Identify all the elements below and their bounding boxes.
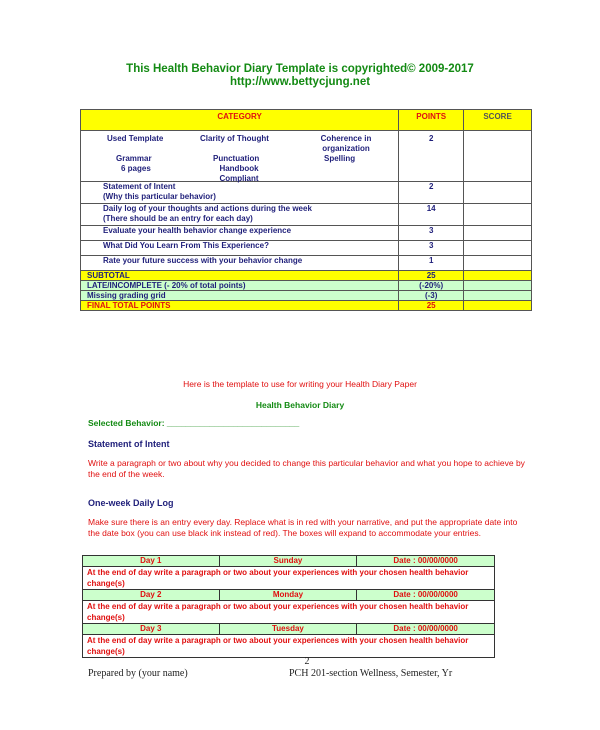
rubric-score-cell[interactable] xyxy=(464,131,532,182)
rubric-row xyxy=(81,204,399,226)
log-entry[interactable]: At the end of day write a paragraph or two about your experiences with your chosen health behavior change(s) xyxy=(83,635,495,658)
rubric-points: 3 xyxy=(399,241,464,256)
rubric-item: Coherence in organization xyxy=(320,134,372,153)
log-date[interactable]: Date : 00/00/0000 xyxy=(357,556,495,567)
rubric-item: Punctuation xyxy=(213,154,260,163)
rubric-row-label: Daily log of your thoughts and actions during the week xyxy=(103,204,312,213)
rubric-points: 2 xyxy=(399,182,464,204)
rubric-points: 1 xyxy=(399,256,464,271)
document-title: This Health Behavior Diary Template is copyrighted© 2009-2017 xyxy=(126,63,474,75)
rubric-row-label: Evaluate your health behavior change experience xyxy=(81,226,399,241)
late-points: (-20%) xyxy=(399,281,464,291)
log-heading: One-week Daily Log xyxy=(88,498,174,508)
course-info: PCH 201-section Wellness, Semester, Yr xyxy=(289,668,453,679)
rubric-item: Grammar xyxy=(116,154,152,163)
rubric-item: Clarity of Thought xyxy=(200,134,269,143)
rubric-score-cell[interactable] xyxy=(464,241,532,256)
log-instructions: Make sure there is an entry every day. Replace what is in red with your narrative, and put the appropriate date into the date box (you can use black ink instead of red). The boxes will expand to accommodate your entries. xyxy=(88,517,518,538)
log-day: Day 2 xyxy=(83,590,220,601)
page-number: 2 xyxy=(304,656,310,667)
log-weekday: Monday xyxy=(219,590,357,601)
grading-rubric-table xyxy=(80,109,532,311)
statement-heading: Statement of Intent xyxy=(88,439,170,449)
selected-behavior-field[interactable]: Selected Behavior: ____________________________ xyxy=(88,418,300,428)
rubric-item: Used Template xyxy=(107,134,164,143)
diary-title: Health Behavior Diary xyxy=(255,400,345,410)
missing-label: Missing grading grid xyxy=(81,291,399,301)
subtotal-score[interactable] xyxy=(464,271,532,281)
log-date[interactable]: Date : 00/00/0000 xyxy=(357,590,495,601)
rubric-item: Spelling xyxy=(324,154,356,163)
document-url[interactable]: http://www.bettycjung.net xyxy=(229,76,371,88)
rubric-block-general xyxy=(81,131,399,182)
log-entry[interactable]: At the end of day write a paragraph or two about your experiences with your chosen health behavior change(s) xyxy=(83,567,495,590)
rubric-score-cell[interactable] xyxy=(464,256,532,271)
rubric-row-sub: (Why this particular behavior) xyxy=(103,192,216,201)
rubric-item: Handbook Compliant xyxy=(219,164,259,183)
missing-score[interactable] xyxy=(464,291,532,301)
late-label: LATE/INCOMPLETE (- 20% of total points) xyxy=(81,281,399,291)
rubric-score-cell[interactable] xyxy=(464,226,532,241)
prepared-by: Prepared by (your name) xyxy=(88,668,188,679)
daily-log-table xyxy=(82,555,495,658)
log-day: Day 1 xyxy=(83,556,220,567)
final-total-score[interactable] xyxy=(464,301,532,311)
rubric-row-label: Statement of Intent xyxy=(103,182,176,191)
late-score[interactable] xyxy=(464,281,532,291)
rubric-item: 6 pages xyxy=(121,164,151,173)
missing-points: (-3) xyxy=(399,291,464,301)
points-header: POINTS xyxy=(399,110,464,131)
final-total-label: FINAL TOTAL POINTS xyxy=(81,301,399,311)
log-date[interactable]: Date : 00/00/0000 xyxy=(357,624,495,635)
log-weekday: Tuesday xyxy=(219,624,357,635)
log-entry[interactable]: At the end of day write a paragraph or two about your experiences with your chosen health behavior change(s) xyxy=(83,601,495,624)
final-total-points: 25 xyxy=(399,301,464,311)
rubric-row-label: Rate your future success with your behavior change xyxy=(81,256,399,271)
rubric-row-label: What Did You Learn From This Experience? xyxy=(81,241,399,256)
intro-text: Here is the template to use for writing your Health Diary Paper xyxy=(183,379,417,389)
rubric-points: 14 xyxy=(399,204,464,226)
subtotal-points: 25 xyxy=(399,271,464,281)
rubric-score-cell[interactable] xyxy=(464,204,532,226)
statement-text: Write a paragraph or two about why you decided to change this particular behavior and what you hope to achieve by the end of the week. xyxy=(88,458,525,479)
rubric-score-cell[interactable] xyxy=(464,182,532,204)
log-day: Day 3 xyxy=(83,624,220,635)
category-header: CATEGORY xyxy=(81,110,399,131)
rubric-points: 2 xyxy=(399,131,464,182)
log-weekday: Sunday xyxy=(219,556,357,567)
score-header: SCORE xyxy=(464,110,532,131)
subtotal-label: SUBTOTAL xyxy=(81,271,399,281)
rubric-row xyxy=(81,182,399,204)
rubric-row-sub: (There should be an entry for each day) xyxy=(103,214,253,223)
rubric-points: 3 xyxy=(399,226,464,241)
